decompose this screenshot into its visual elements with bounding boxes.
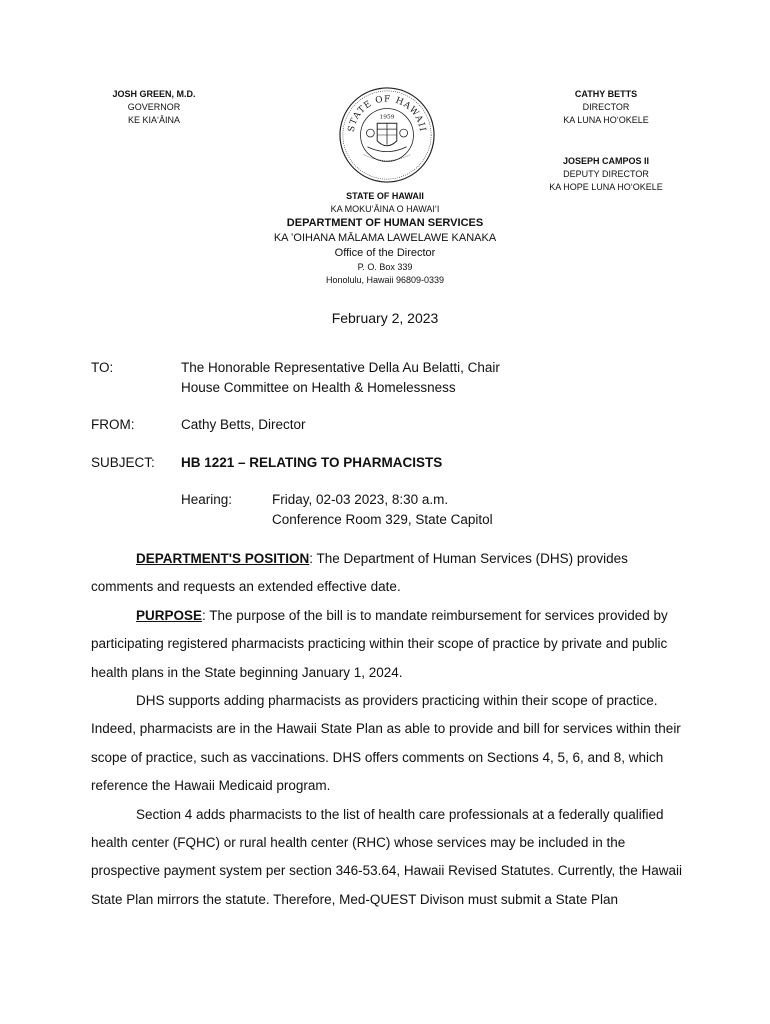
position-paragraph (91, 545, 691, 602)
director-block (538, 88, 674, 127)
paragraph-4: Section 4 adds pharmacists to the list of health care professionals at a federally qualified health center (FQHC) or rural health center (RHC) whose services may be included in the prospective payment system per section 346-53.64, Hawaii Revised Statutes. Currently, the Hawaii State Plan mirrors the statute. Therefore, Med-QUEST Divison must submit a State Plan (91, 806, 683, 907)
letter-date: February 2, 2023 (331, 310, 439, 326)
paragraph-3: DHS supports adding pharmacists as providers practicing within their scope of practice. Indeed, pharmacists are in the Hawaii State Plan as able to provide and bill for services within their scope of practice, such as vaccinations. DHS offers comments on Sections 4, 5, 6, and 8, which reference the Hawaii Medicaid program. (91, 693, 681, 794)
hearing-details (272, 490, 493, 530)
purpose-heading: PURPOSE (136, 607, 203, 623)
from-value: Cathy Betts, Director (181, 417, 306, 432)
director-title-hawaiian: KA LUNA HOʻOKELE (563, 115, 649, 125)
agency-po-box: P. O. Box 339 (357, 262, 413, 272)
deputy-title-hawaiian: KA HOPE LUNA HOʻOKELE (549, 182, 663, 192)
to-label: TO: (91, 360, 114, 375)
agency-state-hawaiian: KA MOKUʻĀINA O HAWAIʻI (330, 204, 440, 214)
from-label: FROM: (91, 417, 135, 432)
subject-label: SUBJECT: (91, 455, 155, 470)
subject-value: HB 1221 – RELATING TO PHARMACISTS (181, 455, 443, 470)
deputy-block (530, 155, 682, 194)
director-title: DIRECTOR (582, 102, 630, 112)
agency-department-hawaiian: KA ʻOIHANA MĀLAMA LAWELAWE KANAKA (273, 232, 497, 244)
purpose-paragraph (91, 602, 691, 687)
seal-year: 1959 (379, 114, 395, 121)
position-heading: DEPARTMENT'S POSITION (136, 551, 310, 566)
hearing-line-2: Conference Room 329, State Capitol (272, 512, 493, 527)
state-seal-icon (338, 86, 436, 184)
agency-department: DEPARTMENT OF HUMAN SERVICES (286, 217, 484, 229)
hearing-line-1: Friday, 02-03 2023, 8:30 a.m. (272, 492, 449, 507)
position-text: : The Department of Human Services (DHS) provides comments and requests an extended effective date. (91, 551, 628, 595)
governor-name: JOSH GREEN, M.D. (112, 89, 196, 99)
director-name: CATHY BETTS (574, 89, 638, 99)
to-line-1: The Honorable Representative Della Au Belatti, Chair (181, 360, 500, 375)
to-line-2: House Committee on Health & Homelessness (181, 380, 456, 395)
hearing-label: Hearing: (181, 492, 233, 507)
deputy-name: JOSEPH CAMPOS II (562, 156, 650, 166)
agency-header (185, 190, 585, 287)
deputy-title: DEPUTY DIRECTOR (563, 169, 649, 179)
agency-city: Honolulu, Hawaii 96809-0339 (325, 275, 445, 285)
governor-title: GOVERNOR (127, 102, 181, 112)
letter-body (91, 545, 691, 914)
agency-office: Office of the Director (334, 247, 436, 259)
agency-state: STATE OF HAWAII (346, 191, 424, 201)
governor-block (92, 88, 216, 127)
seal-top-text: STATE OF HAWAII (346, 94, 428, 133)
purpose-text: : The purpose of the bill is to mandate reimbursement for services provided by participating registered pharmacists practicing within their scope of practice by private and public health plans in the State beginning January 1, 2024. (91, 607, 668, 680)
governor-title-hawaiian: KE KIAʻĀINA (127, 115, 181, 125)
